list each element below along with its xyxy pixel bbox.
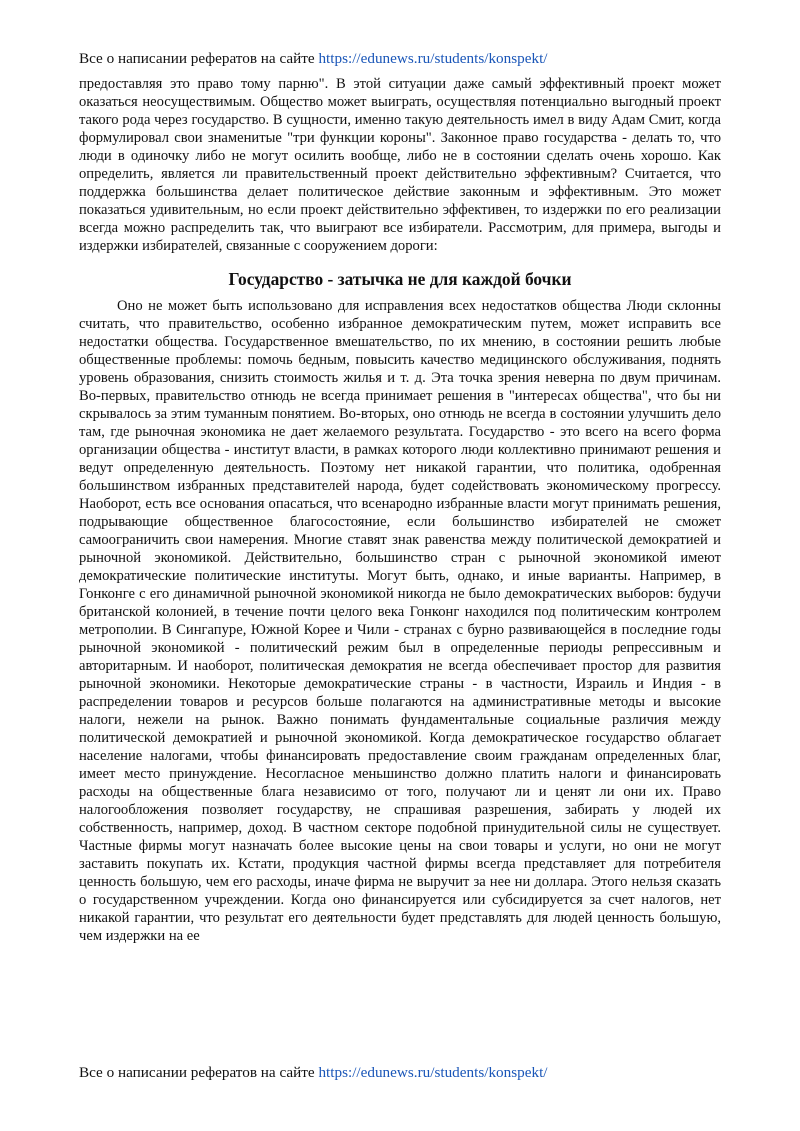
- footer-link[interactable]: https://edunews.ru/students/konspekt/: [318, 1064, 548, 1081]
- page-header: [79, 50, 548, 68]
- paragraph-intro: предоставляя это право тому парню". В этой ситуации даже самый эффективный проект может оказаться неосуществимым. Общество может выиграть, осуществляя потенциально выгодный проект такого рода через государство. В сущности, именно такую деятельность имел в виду Адам Смит, когда формулировал свои знаменитые "три функции короны". Законное право государства - делать то, что люди в одиночку либо не могут осилить вообще, либо не в состоянии сделать очень хорошо. Как определить, является ли правительственный проект действительно эффективным? Считается, что поддержка большинства делает политическое действие законным и эффективным. Это может показаться удивительным, но если проект действительно эффективен, то издержки по его реализации всегда можно распределить так, что выиграют все избиратели. Рассмотрим, для примера, выгоды и издержки избирателей, связанные с сооружением дороги:: [79, 76, 721, 254]
- paragraph-main: Оно не может быть использовано для исправления всех недостатков общества Люди склонны считать, что правительство, особенно избранное демократическим путем, может исправить все недостатки общества. Государственное вмешательство, по их мнению, в состоянии решить любые общественные проблемы: помочь бедным, повысить качество медицинского обслуживания, поднять уровень образования, снизить стоимость жилья и т. д. Эта точка зрения неверна по двум причинам. Во-первых, правительство отнюдь не всегда принимает решения в "интересах общества", что бы ни скрывалось за этим туманным понятием. Во-вторых, оно отнюдь не всегда в состоянии улучшить дело там, где рыночная экономика не дает желаемого результата. Государство - это всего на всего форма организации общества - институт власти, в рамках которого люди коллективно принимают решения и ведут определенную деятельность. Поэтому нет никакой гарантии, что политика, одобренная большинством избранных представителей народа, будет содействовать экономическому прогрессу. Наоборот, есть все основания опасаться, что всенародно избранные власти могут принимать решения, подрывающие общественное благосостояние, если большинство избирателей не сможет самоограничить свои намерения. Многие ставят знак равенства между политической демократией и рыночной экономикой. Действительно, большинство стран с рыночной экономикой имеют демократические политические институты. Могут быть, однако, и иные варианты. Например, в Гонконге с его динамичной рыночной экономикой никогда не было демократических выборов: будучи британской колонией, в течение почти целого века Гонконг находился под политическим контролем метрополии. В Сингапуре, Южной Корее и Чили - странах с бурно развивающейся в последние годы рыночной экономикой - политический режим был в определенные периоды репрессивным и авторитарным. И наоборот, политическая демократия не всегда обеспечивает простор для развития рыночной экономики. Некоторые демократические страны - в частности, Израиль и Индия - в распределении товаров и ресурсов больше полагаются на административные методы и высокие налоги, нежели на рынок. Важно понимать фундаментальные социальные различия между политической демократией и рыночной экономикой. Когда демократическое государство облагает население налогами, чтобы финансировать предоставление своим гражданам определенных благ, имеет место принуждение. Несогласное меньшинство должно платить налоги и финансировать расходы на общественные блага независимо от того, получают ли и ценят ли они их. Право налогообложения позволяет государству, не спрашивая разрешения, забирать у людей их собственность, например, доход. В частном секторе подобной принудительной силы не существует. Частные фирмы могут назначать более высокие цены на свои товары и услуги, но они не могут заставить покупать их. Кстати, продукция частной фирмы всегда представляет для потребителя ценность большую, чем его расходы, иначе фирма не выручит за нее ни доллара. Этого нельзя сказать о государственном учреждении. Когда оно финансируется или субсидируется за счет налогов, нет никакой гарантии, что результат его деятельности будет представлять для людей ценность большую, чем издержки на ее: [79, 298, 721, 944]
- document-body: [79, 75, 721, 945]
- section-heading: Государство - затычка не для каждой бочки: [228, 269, 572, 289]
- footer-text: Все о написании рефератов на сайте: [79, 1064, 319, 1081]
- header-text: Все о написании рефератов на сайте: [79, 50, 319, 67]
- header-link[interactable]: https://edunews.ru/students/konspekt/: [318, 50, 548, 67]
- page-footer: [79, 1064, 548, 1082]
